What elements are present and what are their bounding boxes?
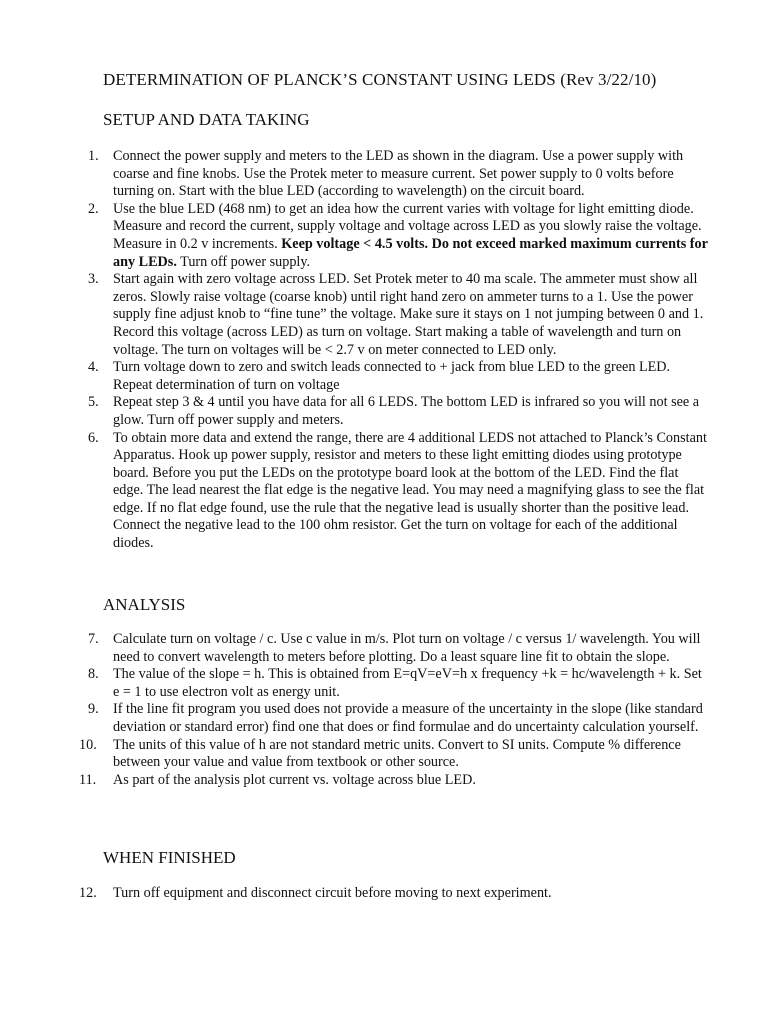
step-number: 12. <box>79 885 97 901</box>
step-text: To obtain more data and extend the range, there are 4 additional LEDS not attached to Planck’s Constant Apparatus. Hook up power supply, resistor and meters to these light emitting diodes using prototype board. Before you put the LEDs on the prototype board look at the bottom of the LED. Find the flat edge. The lead nearest the flat edge is the negative lead. You may need a magnifying glass to see the flat edge. If no flat edge found, use the rule that the negative lead is usually shorter than the positive lead. Connect the negative lead to the 100 ohm resistor. Get the turn on voltage for each of the additional diodes. <box>113 429 707 552</box>
list-item-step-4 <box>88 359 708 394</box>
step-text: If the line fit program you used does not provide a measure of the uncertainty in the slope (like standard deviation or standard error) find one that does or find formulae and do uncertainty calculation yourself. <box>113 701 703 735</box>
list-item-step-8 <box>88 666 708 701</box>
list-item-step-7 <box>88 631 708 666</box>
list-item-step-6 <box>88 430 708 553</box>
step-text-part: Turn off power supply. <box>176 253 311 270</box>
step-number: 8. <box>88 666 99 683</box>
step-number: 11. <box>79 771 97 788</box>
step-text-part: Use the blue LED (468 nm) to get an idea how the current varies with voltage for light emitting diode. Measure and record the current, supply voltage and voltage across LED as you slowly raise the voltage. Measure in 0.2 v increments. <box>113 200 702 252</box>
step-text: The value of the slope = h. This is obtained from E=qV=eV=h x frequency +k = hc/wavelength + k. Set e = 1 to use electron volt as energy unit. <box>113 666 702 700</box>
analysis-steps-list <box>79 631 708 789</box>
step-text: Start again with zero voltage across LED. Set Protek meter to 40 ma scale. The ammeter must show all zeros. Slowly raise voltage (coarse knob) until right hand zero on ammeter turns to a 1. Use the power supply fine adjust knob to “fine tune” the voltage. Make sure it stays on 1 not jumping between 0 and 1. Record this voltage (across LED) as turn on voltage. Start making a table of wavelength and turn on voltage. The turn on voltages will be < 2.7 v on meter connected to LED only. <box>113 271 704 358</box>
step-number: 3. <box>88 271 99 288</box>
step-number: 10. <box>79 736 97 753</box>
step-text: Calculate turn on voltage / c. Use c value in m/s. Plot turn on voltage / c versus 1/ wavelength. You will need to convert wavelength to meters before plotting. Do a least square line fit to obtain the slope. <box>113 631 701 665</box>
list-item-step-10 <box>79 736 708 772</box>
step-number: 5. <box>88 394 99 411</box>
step-text: Turn off equipment and disconnect circuit before moving to next experiment. <box>113 885 552 901</box>
step-text: Turn voltage down to zero and switch leads connected to + jack from blue LED to the green LED. Repeat determination of turn on voltage <box>113 359 671 393</box>
step-number: 9. <box>88 701 99 718</box>
list-item-step-3 <box>88 271 708 359</box>
setup-steps-list <box>88 148 708 553</box>
finished-steps-list <box>79 885 708 903</box>
step-warning-bold-text: Keep voltage < 4.5 volts. Do not exceed marked maximum currents for any LEDs. <box>113 235 708 270</box>
list-item-step-1 <box>88 148 708 201</box>
list-item-step-5 <box>88 394 708 429</box>
list-item-step-2 <box>88 201 708 271</box>
step-number: 6. <box>88 429 99 446</box>
section-heading-analysis: ANALYSIS <box>103 595 186 614</box>
list-item-step-11 <box>79 771 708 790</box>
step-number: 1. <box>88 148 99 164</box>
step-text: Connect the power supply and meters to the LED as shown in the diagram. Use a power supply with coarse and fine knobs. Use the Protek meter to measure current. Set power supply to 0 volts before turning on. Start with the blue LED (according to wavelength) on the circuit board. <box>113 148 684 200</box>
list-item-step-9 <box>88 701 708 736</box>
step-text: Repeat step 3 & 4 until you have data for all 6 LEDS. The bottom LED is infrared so you will not see a glow. Turn off power supply and meters. <box>113 394 700 428</box>
section-heading-when-finished: WHEN FINISHED <box>103 848 236 867</box>
step-text: As part of the analysis plot current vs. voltage across blue LED. <box>113 771 476 788</box>
step-text <box>113 201 708 270</box>
step-number: 2. <box>88 200 99 217</box>
step-text: The units of this value of h are not standard metric units. Convert to SI units. Compute % difference between your value and value from textbook or other source. <box>113 736 681 771</box>
section-heading-setup: SETUP AND DATA TAKING <box>103 110 310 129</box>
document-title: DETERMINATION OF PLANCK’S CONSTANT USING LEDS (Rev 3/22/10) <box>103 70 657 89</box>
step-number: 4. <box>88 359 99 376</box>
step-number: 7. <box>88 631 99 647</box>
list-item-step-12 <box>79 885 708 903</box>
